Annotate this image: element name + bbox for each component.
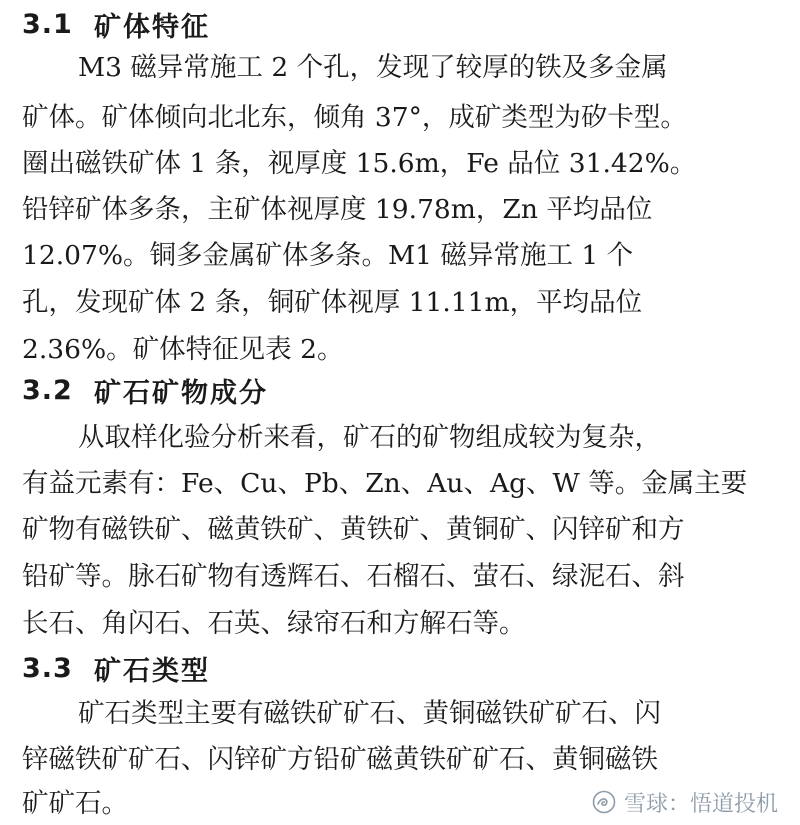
- watermark: [592, 784, 778, 820]
- section-number: 3.2: [22, 374, 73, 406]
- section-heading: [22, 370, 268, 410]
- paragraph-line: 孔，发现矿体 2 条，铜矿体视厚 11.11m，平均品位: [22, 287, 643, 318]
- paragraph-line: 从取样化验分析来看，矿石的矿物组成较为复杂，: [78, 422, 661, 453]
- section-number: 3.3: [22, 652, 73, 684]
- section-title: 矿体特征: [94, 11, 210, 43]
- paragraph-line: 2.36%。矿体特征见表 2。: [22, 334, 344, 365]
- paragraph-line: 铅矿等。脉石矿物有透辉石、石榴石、萤石、绿泥石、斜: [22, 561, 685, 592]
- watermark-text: 雪球：悟道投机: [623, 791, 778, 817]
- paragraph-line: 矿矿石。: [22, 788, 128, 819]
- paragraph-line: 矿物有磁铁矿、磁黄铁矿、黄铁矿、黄铜矿、闪锌矿和方: [22, 514, 685, 545]
- paragraph-line: 长石、角闪石、石英、绿帘石和方解石等。: [22, 608, 526, 639]
- section-title: 矿石矿物成分: [94, 377, 268, 409]
- section-heading: [22, 648, 210, 688]
- paragraph-line: 铅锌矿体多条，主矿体视厚度 19.78m，Zn 平均品位: [22, 194, 653, 225]
- paragraph-line: 矿体。矿体倾向北北东，倾角 37°，成矿类型为矽卡型。: [22, 102, 687, 133]
- section-title: 矿石类型: [94, 655, 210, 687]
- section-number: 3.1: [22, 8, 73, 40]
- paragraph-line: 锌磁铁矿矿石、闪锌矿方铅矿磁黄铁矿矿石、黄铜磁铁: [22, 744, 658, 775]
- snowball-logo-icon: [592, 790, 616, 814]
- paragraph-line: 12.07%。铜多金属矿体多条。M1 磁异常施工 1 个: [22, 240, 634, 271]
- paragraph-line: 有益元素有：Fe、Cu、Pb、Zn、Au、Ag、W 等。金属主要: [22, 468, 748, 499]
- paragraph-line: 矿石类型主要有磁铁矿矿石、黄铜磁铁矿矿石、闪: [78, 698, 661, 729]
- paragraph-line: M3 磁异常施工 2 个孔，发现了较厚的铁及多金属: [78, 52, 668, 83]
- section-heading: [22, 4, 210, 44]
- paragraph-line: 圈出磁铁矿体 1 条，视厚度 15.6m，Fe 品位 31.42%。: [22, 148, 697, 179]
